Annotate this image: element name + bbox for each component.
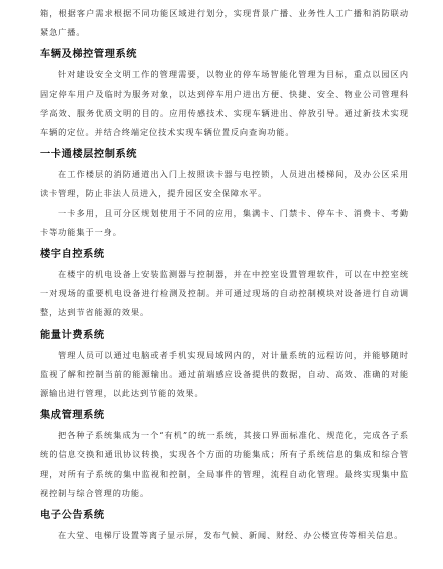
- section-paragraph: 针对建设安全文明工作的管理需要，以物业的停车场智能化管理为目标，重点以园区内固定停车用户及临时为服务对象，以达到停车用户进出方便、快捷、安全、物业公司管理科学高效、服务优质文明的目的。应用传感技术、实现车辆进出、停放引导。通过新技术实现车辆的定位。并结合终端定位技术实现车辆位置反向查询功能。: [40, 69, 409, 138]
- section-paragraph: 管理人员可以通过电脑或者手机实现局域网内的，对计量系统的远程访问，并能够随时监视了解和控制当前的能源输出。通过前端感应设备提供的数据，自动、高效、准确的对能源输出进行管理，以此达到节能的效果。: [40, 349, 409, 399]
- section-paragraph: 一卡多用，且可分区规划使用于不同的应用，集满卡、门禁卡、停车卡、消费卡、考勤卡等功能集于一身。: [40, 207, 409, 237]
- section-heading-card-floor: 一卡通楼层控制系统: [40, 149, 138, 161]
- section-paragraph: 在楼宇的机电设备上安装监测器与控制器，并在中控室设置管理软件，可以在中控室统一对现场的重要机电设备进行检测及控制。并可通过现场的自动控制模块对设备进行自动调整，达到节省能源的效果。: [40, 269, 409, 318]
- section-heading-parking: 车辆及梯控管理系统: [40, 49, 138, 61]
- section-heading-integrated-management: 集成管理系统: [40, 410, 105, 422]
- intro-paragraph: 箱，根据客户需求根据不同功能区域进行划分，实现背景广播、业务性人工广播和消防联动紧急广播。: [40, 8, 409, 38]
- section-heading-building-automation: 楼宇自控系统: [40, 249, 105, 261]
- section-paragraph: 把各种子系统集成为一个“有机”的统一系统，其接口界面标准化、规范化，完成各子系统的信息交换和通讯协议转换，实现各个方面的功能集成；所有子系统信息的集成和综合管理，对所有子系统的集中监视和控制，全局事件的管理，流程自动化管理。最终实现集中监视控制与综合管理的功能。: [40, 430, 409, 498]
- section-heading-energy-billing: 能量计费系统: [40, 329, 105, 341]
- section-paragraph: 在大堂、电梯厅设置等离子显示屏，发布气候、新闻、财经、办公楼宣传等相关信息。: [58, 530, 404, 541]
- section-paragraph: 在工作楼层的消防通道出入门上按照读卡器与电控锁，人员进出楼梯间，及办公区采用读卡管理，防止非法人员进入，提升园区安全保障水平。: [40, 169, 409, 199]
- section-heading-electronic-bulletin: 电子公告系统: [40, 510, 105, 522]
